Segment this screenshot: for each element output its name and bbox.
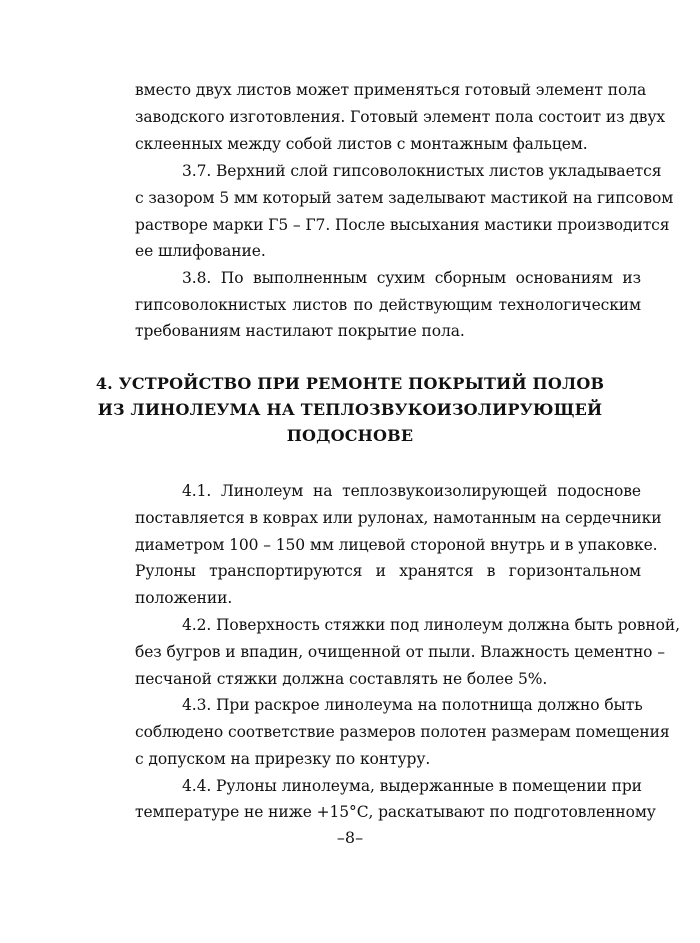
text-line: положении. xyxy=(135,589,233,607)
text-line: диаметром 100 – 150 мм лицевой стороной внутрь и в упаковке. xyxy=(135,536,658,554)
text-line: с зазором 5 мм который затем заделывают мастикой на гипсовом xyxy=(135,189,674,207)
paragraph-3-7-start: 3.7. Верхний слой гипсоволокнистых листов укладывается xyxy=(182,162,662,180)
text-line: без бугров и впадин, очищенной от пыли. Влажность цементно – xyxy=(135,643,665,661)
text-line: соблюдено соответствие размеров полотен размерам помещения xyxy=(135,723,670,741)
text-line: с допуском на прирезку по контуру. xyxy=(135,750,431,768)
section-heading-line: 4. УСТРОЙСТВО ПРИ РЕМОНТЕ ПОКРЫТИЙ ПОЛОВ xyxy=(95,374,605,393)
section-heading-line: ПОДОСНОВЕ xyxy=(286,426,414,445)
paragraph-4-1-start: 4.1. Линолеум на теплозвукоизолирующей подоснове xyxy=(182,482,641,500)
paragraph-4-3-start: 4.3. При раскрое линолеума на полотнища должно быть xyxy=(182,696,643,714)
text-line: требованиям настилают покрытие пола. xyxy=(135,322,465,340)
text-line: гипсоволокнистых листов по действующим технологическим xyxy=(135,296,641,314)
text-line: вместо двух листов может применяться готовый элемент пола xyxy=(135,81,647,99)
paragraph-3-8-start: 3.8. По выполненным сухим сборным основаниям из xyxy=(182,269,641,287)
text-line: растворе марки Г5 – Г7. После высыхания мастики производится xyxy=(135,216,670,234)
section-heading-line: ИЗ ЛИНОЛЕУМА НА ТЕПЛОЗВУКОИЗОЛИРУЮЩЕЙ xyxy=(97,400,603,419)
text-line: поставляется в коврах или рулонах, намотанным на сердечники xyxy=(135,509,662,527)
text-line: ее шлифование. xyxy=(135,242,266,260)
paragraph-4-2-start: 4.2. Поверхность стяжки под линолеум должна быть ровной, xyxy=(182,616,680,634)
text-line: склеенных между собой листов с монтажным фальцем. xyxy=(135,135,588,153)
text-line: Рулоны транспортируются и хранятся в горизонтальном xyxy=(135,562,641,580)
text-line: температуре не ниже +15°С, раскатывают по подготовленному xyxy=(135,803,656,821)
text-line: заводского изготовления. Готовый элемент пола состоит из двух xyxy=(135,108,665,126)
text-line: песчаной стяжки должна составлять не более 5%. xyxy=(135,670,548,688)
page-number: –8– xyxy=(336,828,364,847)
paragraph-4-4-start: 4.4. Рулоны линолеума, выдержанные в помещении при xyxy=(182,777,642,795)
